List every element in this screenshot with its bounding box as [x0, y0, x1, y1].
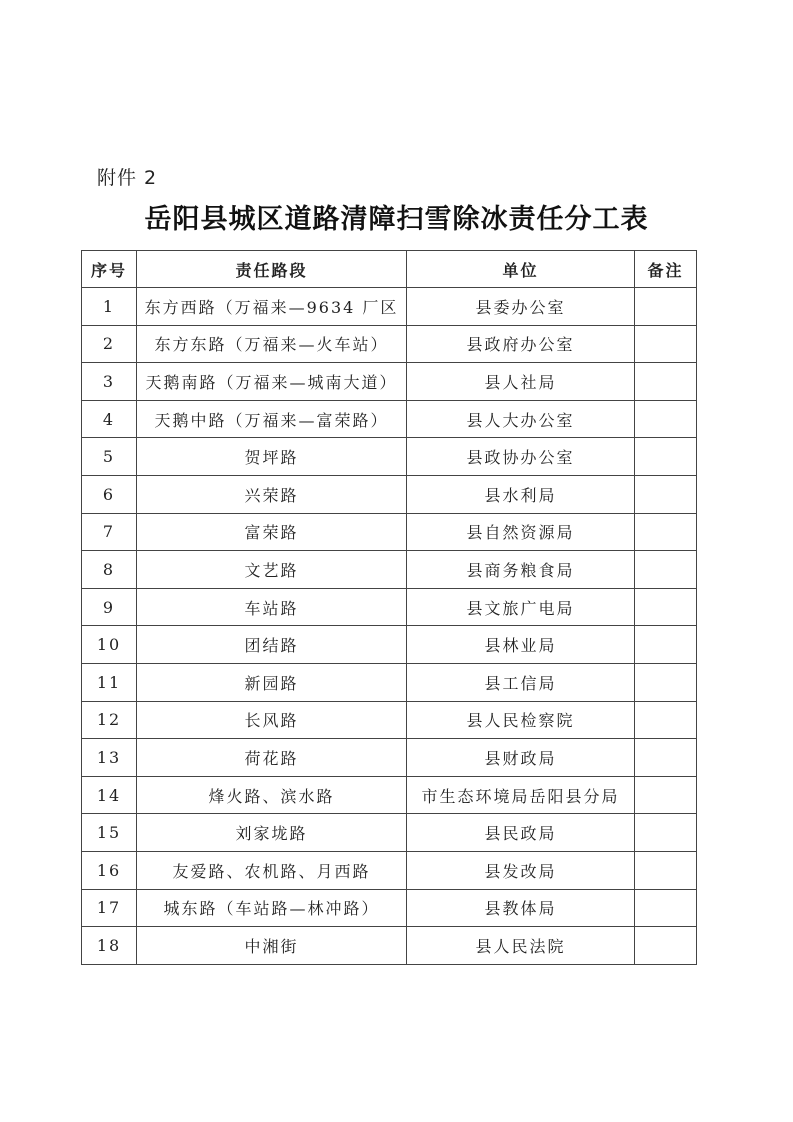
cell-road: 贺坪路	[137, 438, 407, 476]
cell-note	[635, 475, 697, 513]
cell-road: 新园路	[137, 663, 407, 701]
cell-no: 9	[82, 588, 137, 626]
table-row	[82, 739, 697, 777]
cell-note	[635, 776, 697, 814]
cell-note	[635, 851, 697, 889]
cell-road: 天鹅南路（万福来—城南大道）	[137, 363, 407, 401]
cell-no: 7	[82, 513, 137, 551]
cell-note	[635, 325, 697, 363]
page-title: 岳阳县城区道路清障扫雪除冰责任分工表	[144, 204, 649, 235]
cell-no: 1	[82, 288, 137, 326]
cell-note	[635, 588, 697, 626]
table-row	[82, 288, 697, 326]
table-row	[82, 927, 697, 965]
cell-no: 12	[82, 701, 137, 739]
cell-note	[635, 626, 697, 664]
cell-note	[635, 288, 697, 326]
responsibility-table	[81, 250, 697, 965]
cell-no: 3	[82, 363, 137, 401]
cell-unit: 市生态环境局岳阳县分局	[407, 776, 635, 814]
cell-no: 8	[82, 551, 137, 589]
table-row	[82, 889, 697, 927]
cell-unit: 县人大办公室	[407, 400, 635, 438]
cell-no: 2	[82, 325, 137, 363]
table-row	[82, 513, 697, 551]
cell-unit: 县人民检察院	[407, 701, 635, 739]
header-road: 责任路段	[137, 251, 407, 288]
cell-note	[635, 889, 697, 927]
cell-road: 文艺路	[137, 551, 407, 589]
cell-road: 长风路	[137, 701, 407, 739]
cell-no: 15	[82, 814, 137, 852]
cell-unit: 县政协办公室	[407, 438, 635, 476]
cell-note	[635, 438, 697, 476]
table-row	[82, 551, 697, 589]
cell-road: 富荣路	[137, 513, 407, 551]
cell-road: 车站路	[137, 588, 407, 626]
cell-unit: 县自然资源局	[407, 513, 635, 551]
cell-note	[635, 551, 697, 589]
table-row	[82, 776, 697, 814]
cell-road: 中湘街	[137, 927, 407, 965]
cell-unit: 县教体局	[407, 889, 635, 927]
cell-no: 10	[82, 626, 137, 664]
cell-unit: 县委办公室	[407, 288, 635, 326]
header-note: 备注	[635, 251, 697, 288]
cell-note	[635, 663, 697, 701]
cell-note	[635, 814, 697, 852]
table-header-row	[82, 251, 697, 288]
cell-no: 4	[82, 400, 137, 438]
cell-unit: 县人社局	[407, 363, 635, 401]
cell-no: 18	[82, 927, 137, 965]
cell-note	[635, 513, 697, 551]
table-row	[82, 663, 697, 701]
header-no: 序号	[82, 251, 137, 288]
table-row	[82, 325, 697, 363]
cell-unit: 县商务粮食局	[407, 551, 635, 589]
cell-road: 天鹅中路（万福来—富荣路）	[137, 400, 407, 438]
cell-note	[635, 927, 697, 965]
cell-unit: 县政府办公室	[407, 325, 635, 363]
cell-unit: 县财政局	[407, 739, 635, 777]
cell-no: 16	[82, 851, 137, 889]
table-row	[82, 851, 697, 889]
cell-unit: 县民政局	[407, 814, 635, 852]
header-unit: 单位	[407, 251, 635, 288]
cell-note	[635, 739, 697, 777]
cell-no: 5	[82, 438, 137, 476]
table-row	[82, 475, 697, 513]
cell-note	[635, 363, 697, 401]
cell-unit: 县水利局	[407, 475, 635, 513]
table-row	[82, 626, 697, 664]
cell-note	[635, 400, 697, 438]
cell-no: 6	[82, 475, 137, 513]
cell-road: 东方东路（万福来—火车站）	[137, 325, 407, 363]
table-row	[82, 400, 697, 438]
cell-unit: 县文旅广电局	[407, 588, 635, 626]
cell-road: 烽火路、滨水路	[137, 776, 407, 814]
cell-no: 17	[82, 889, 137, 927]
cell-road: 友爱路、农机路、月西路	[137, 851, 407, 889]
attachment-label: 附件 2	[97, 167, 158, 189]
cell-no: 13	[82, 739, 137, 777]
table-row	[82, 588, 697, 626]
cell-no: 14	[82, 776, 137, 814]
cell-unit: 县人民法院	[407, 927, 635, 965]
cell-road: 刘家垅路	[137, 814, 407, 852]
cell-unit: 县工信局	[407, 663, 635, 701]
cell-road: 兴荣路	[137, 475, 407, 513]
cell-road: 城东路（车站路—林冲路）	[137, 889, 407, 927]
cell-unit: 县林业局	[407, 626, 635, 664]
cell-road: 团结路	[137, 626, 407, 664]
cell-road: 荷花路	[137, 739, 407, 777]
cell-note	[635, 701, 697, 739]
cell-no: 11	[82, 663, 137, 701]
table-row	[82, 701, 697, 739]
table-row	[82, 363, 697, 401]
cell-road: 东方西路（万福来—9634 厂区	[137, 288, 407, 326]
table-row	[82, 438, 697, 476]
cell-unit: 县发改局	[407, 851, 635, 889]
table-row	[82, 814, 697, 852]
